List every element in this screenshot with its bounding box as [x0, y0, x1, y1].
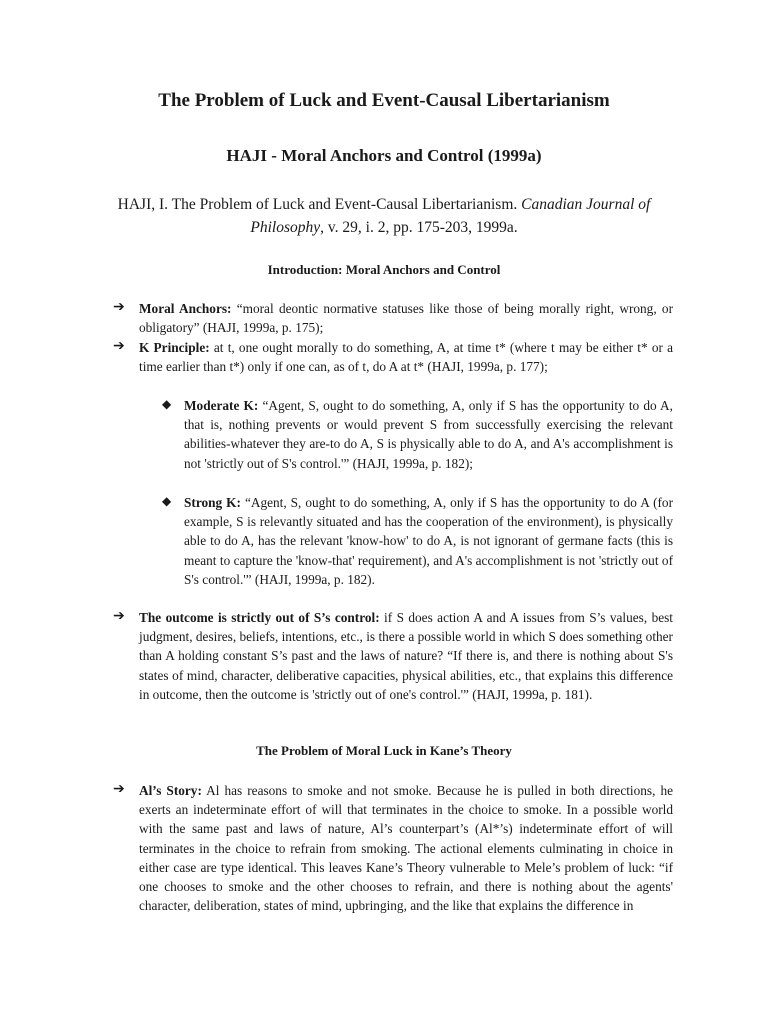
item-label: K Principle:	[139, 340, 210, 355]
section-heading-moral-luck: The Problem of Moral Luck in Kane’s Theory	[256, 743, 512, 758]
item-text: “moral deontic normative statuses like those of being morally right, wrong, or obligatory” (HAJI, 1999a, p. 175);	[139, 301, 674, 336]
citation-authors-title: HAJI, I. The Problem of Luck and Event-Causal Libertarianism.	[117, 196, 518, 213]
diamond-bullet-icon: ◆	[162, 397, 172, 411]
sublist-item-strong-k	[162, 493, 673, 589]
subitem-label: Moderate K:	[184, 398, 259, 413]
item-text: at t, one ought morally to do something, A, at time t* (where t may be either t* or a time earlier than t*) only if one can, as of t, do A at t* (HAJI, 1999a, p. 177);	[139, 340, 674, 375]
document-title: The Problem of Luck and Event-Causal Libertarianism	[158, 90, 610, 111]
item-text: Al has reasons to smoke and not smoke. Because he is pulled in both directions, he exerts an indeterminate effort of will that terminates in the choice to smoke. In a possible world with the same past and laws of nature, Al’s counterpart’s (Al*’s) indeterminate effort of will terminates in the choice to refrain from smoking. The actional elements culminating in choice in either case are type identical. This leaves Kane’s Theory vulnerable to Mele’s problem of luck: “if one chooses to smoke and the other chooses to refrain, and there is nothing about the agents' character, deliberation, states of mind, upbringing, and the like that explains the difference in	[139, 783, 673, 914]
diamond-bullet-icon: ◆	[162, 494, 172, 508]
list-item-k-principle	[113, 338, 673, 376]
arrow-bullet-icon: ➔	[113, 299, 125, 315]
sublist-item-moderate-k	[162, 396, 673, 473]
citation-journal: Canadian Journal of Philosophy	[250, 196, 651, 236]
document-subtitle: HAJI - Moral Anchors and Control (1999a)	[226, 146, 542, 165]
item-label: Al’s Story:	[139, 783, 202, 798]
list-item-outcome-out-of-control	[113, 608, 673, 704]
subitem-label: Strong K:	[184, 495, 241, 510]
arrow-bullet-icon: ➔	[113, 608, 125, 624]
subitem-text: “Agent, S, ought to do something, A, only if S has the opportunity to do A, that is, nothing prevents or would prevent S from successfully exercising the relevant abilities-whatever they are-to do A, S is physically able to do A, and A's accomplishment is not 'strictly out of S's control.'” (HAJI, 1999a, p. 182);	[184, 398, 673, 471]
section-heading-introduction: Introduction: Moral Anchors and Control	[267, 262, 501, 277]
citation	[100, 193, 668, 239]
item-label: The outcome is strictly out of S’s control:	[139, 610, 380, 625]
list-item-moral-anchors	[113, 299, 673, 337]
item-label: Moral Anchors:	[139, 301, 232, 316]
subitem-text: “Agent, S, ought to do something, A, only if S has the opportunity to do A (for example, S is relevantly situated and has the cooperation of the environment), is physically able to do A, has the relevant 'know-how' to do A, is not ignorant of germane facts (this is meant to capture the 'know-that' requirement), and A's accomplishment is not 'strictly out of S's control.'” (HAJI, 1999a, p. 182).	[184, 495, 673, 587]
item-text: if S does action A and A issues from S’s values, best judgment, desires, beliefs, intentions, etc., is there a possible world in which S does something other than A holding constant S’s past and the laws of nature? “If there is, and there is nothing about S's states of mind, character, deliberative capacities, physical abilities, etc., that explains this difference in outcome, then the outcome is 'strictly out of one's control.'” (HAJI, 1999a, p. 181).	[139, 610, 673, 702]
arrow-bullet-icon: ➔	[113, 781, 125, 797]
citation-details: , v. 29, i. 2, pp. 175-203, 1999a.	[320, 219, 518, 236]
arrow-bullet-icon: ➔	[113, 338, 125, 354]
list-item-als-story	[113, 781, 673, 915]
